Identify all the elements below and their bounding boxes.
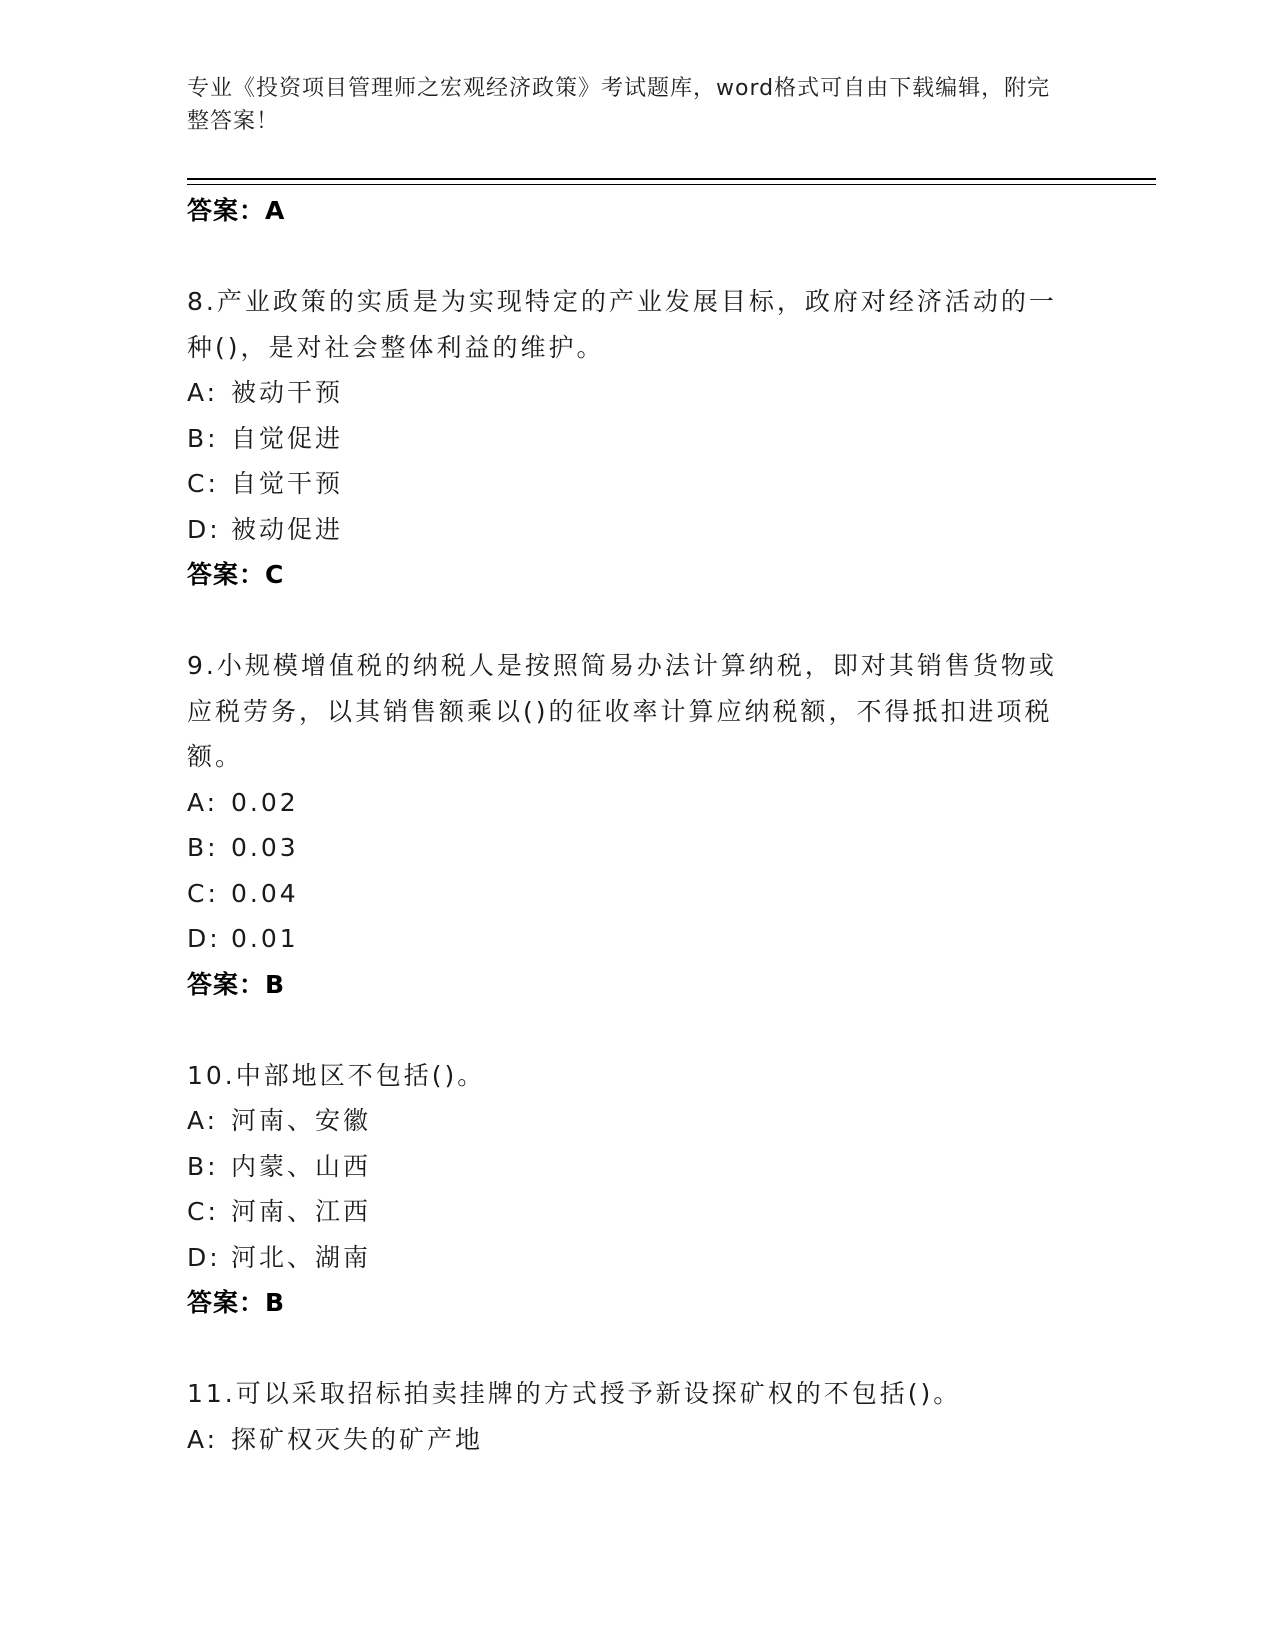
question-stem: 8.产业政策的实质是为实现特定的产业发展目标，政府对经济活动的一种()，是对社会整体利益的维护。 [187, 287, 1057, 362]
option-c [187, 871, 1067, 917]
option-key: D: [187, 924, 221, 953]
option-text: 0.02 [231, 787, 299, 817]
question-11 [187, 1371, 1067, 1462]
option-key: D: [187, 1242, 221, 1272]
header-divider-thin [187, 184, 1156, 185]
option-text: 0.04 [231, 878, 299, 908]
option-key: B: [187, 423, 219, 453]
option-key: C: [187, 469, 219, 498]
option-a [187, 370, 1067, 416]
option-d [187, 1235, 1067, 1281]
option-key: D: [187, 514, 221, 544]
option-key: B: [187, 833, 219, 862]
option-text: 河南、江西 [231, 1197, 372, 1226]
answer: 答案：C [187, 560, 285, 589]
option-b [187, 825, 1067, 871]
option-text: 河南、安徽 [231, 1106, 372, 1135]
option-d [187, 507, 1067, 553]
option-a [187, 1098, 1067, 1144]
option-text: 被动促进 [231, 514, 344, 544]
header-divider-thick [187, 178, 1156, 180]
option-c [187, 461, 1067, 507]
question-8 [187, 279, 1067, 598]
option-key: A: [187, 787, 219, 817]
option-text: 内蒙、山西 [231, 1151, 372, 1181]
option-a [187, 780, 1067, 826]
option-c [187, 1189, 1067, 1235]
option-text: 被动干预 [231, 378, 344, 407]
previous-answer: 答案：A [187, 196, 286, 225]
answer: 答案：B [187, 1288, 286, 1317]
question-stem: 9.小规模增值税的纳税人是按照简易办法计算纳税，即对其销售货物或应税劳务，以其销售额乘以()的征收率计算应纳税额，不得抵扣进项税额。 [187, 651, 1057, 771]
question-stem: 10.中部地区不包括()。 [187, 1060, 486, 1090]
question-10 [187, 1053, 1067, 1326]
option-text: 自觉干预 [231, 469, 344, 498]
question-9 [187, 643, 1067, 1007]
option-text: 0.01 [231, 924, 299, 953]
option-key: B: [187, 1151, 219, 1181]
option-key: C: [187, 878, 219, 908]
option-key: A: [187, 378, 219, 407]
option-text: 河北、湖南 [231, 1242, 372, 1272]
option-a [187, 1417, 1067, 1463]
option-key: C: [187, 1197, 219, 1226]
question-list [187, 188, 1067, 1462]
answer: 答案：B [187, 969, 286, 999]
option-text: 自觉促进 [231, 423, 344, 453]
page-header: 专业《投资项目管理师之宏观经济政策》考试题库，word格式可自由下载编辑，附完整答案！ [187, 76, 1051, 134]
option-key: A: [187, 1106, 219, 1135]
option-text: 探矿权灭失的矿产地 [231, 1424, 484, 1454]
question-stem: 11.可以采取招标拍卖挂牌的方式授予新设探矿权的不包括()。 [187, 1379, 962, 1408]
option-b [187, 416, 1067, 462]
option-key: A: [187, 1424, 219, 1454]
option-text: 0.03 [231, 833, 299, 862]
option-b [187, 1144, 1067, 1190]
option-d [187, 916, 1067, 962]
